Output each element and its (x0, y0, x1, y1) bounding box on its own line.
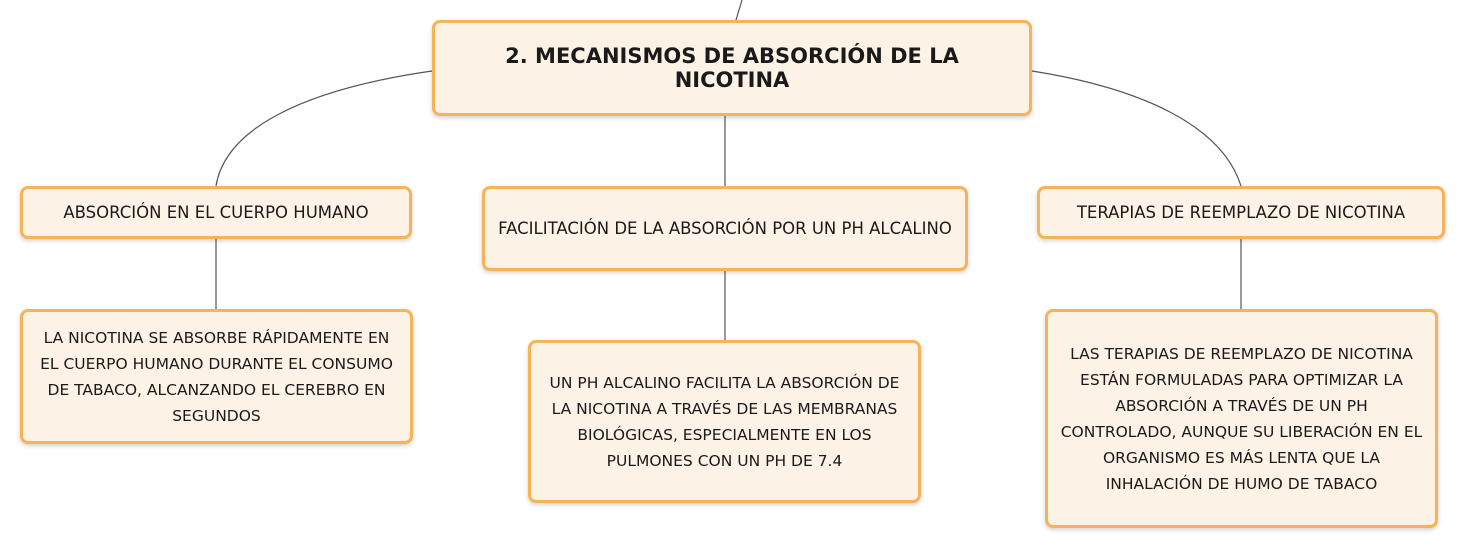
connector-parent-to-root (736, 0, 742, 20)
detail-text: LAS TERAPIAS DE REEMPLAZO DE NICOTINA ESTÁN FORMULADAS PARA OPTIMIZAR LA ABSORCIÓN A TRAVÉS DE UN PH CONTROLADO, AUNQUE SU LIBERACIÓN EN EL ORGANISMO ES MÁS LENTA QUE LA INHALACIÓN DE HUMO DE TABACO (1060, 344, 1423, 493)
topic-label: ABSORCIÓN EN EL CUERPO HUMANO (63, 202, 369, 222)
root-node[interactable] (432, 20, 1032, 116)
detail-text: LA NICOTINA SE ABSORBE RÁPIDAMENTE EN EL CUERPO HUMANO DURANTE EL CONSUMO DE TABACO, ALCANZANDO EL CEREBRO EN SEGUNDOS (40, 328, 393, 425)
topic-node-absorcion[interactable] (20, 186, 412, 239)
detail-node-facilitacion[interactable] (528, 340, 921, 503)
topic-node-terapias[interactable] (1037, 186, 1445, 239)
connector-root-to-absorcion (216, 71, 432, 186)
topic-node-facilitacion[interactable] (482, 186, 968, 271)
detail-node-terapias[interactable] (1045, 309, 1438, 528)
detail-node-absorcion[interactable] (20, 309, 413, 444)
connector-root-to-terapias (1032, 71, 1241, 186)
root-title: 2. MECANISMOS DE ABSORCIÓN DE LA NICOTINA (505, 44, 959, 92)
topic-label: TERAPIAS DE REEMPLAZO DE NICOTINA (1076, 202, 1406, 222)
detail-text: UN PH ALCALINO FACILITA LA ABSORCIÓN DE LA NICOTINA A TRAVÉS DE LAS MEMBRANAS BIOLÓGICAS, ESPECIALMENTE EN LOS PULMONES CON UN PH DE 7.4 (549, 373, 900, 470)
topic-label: FACILITACIÓN DE LA ABSORCIÓN POR UN PH ALCALINO (498, 218, 952, 238)
